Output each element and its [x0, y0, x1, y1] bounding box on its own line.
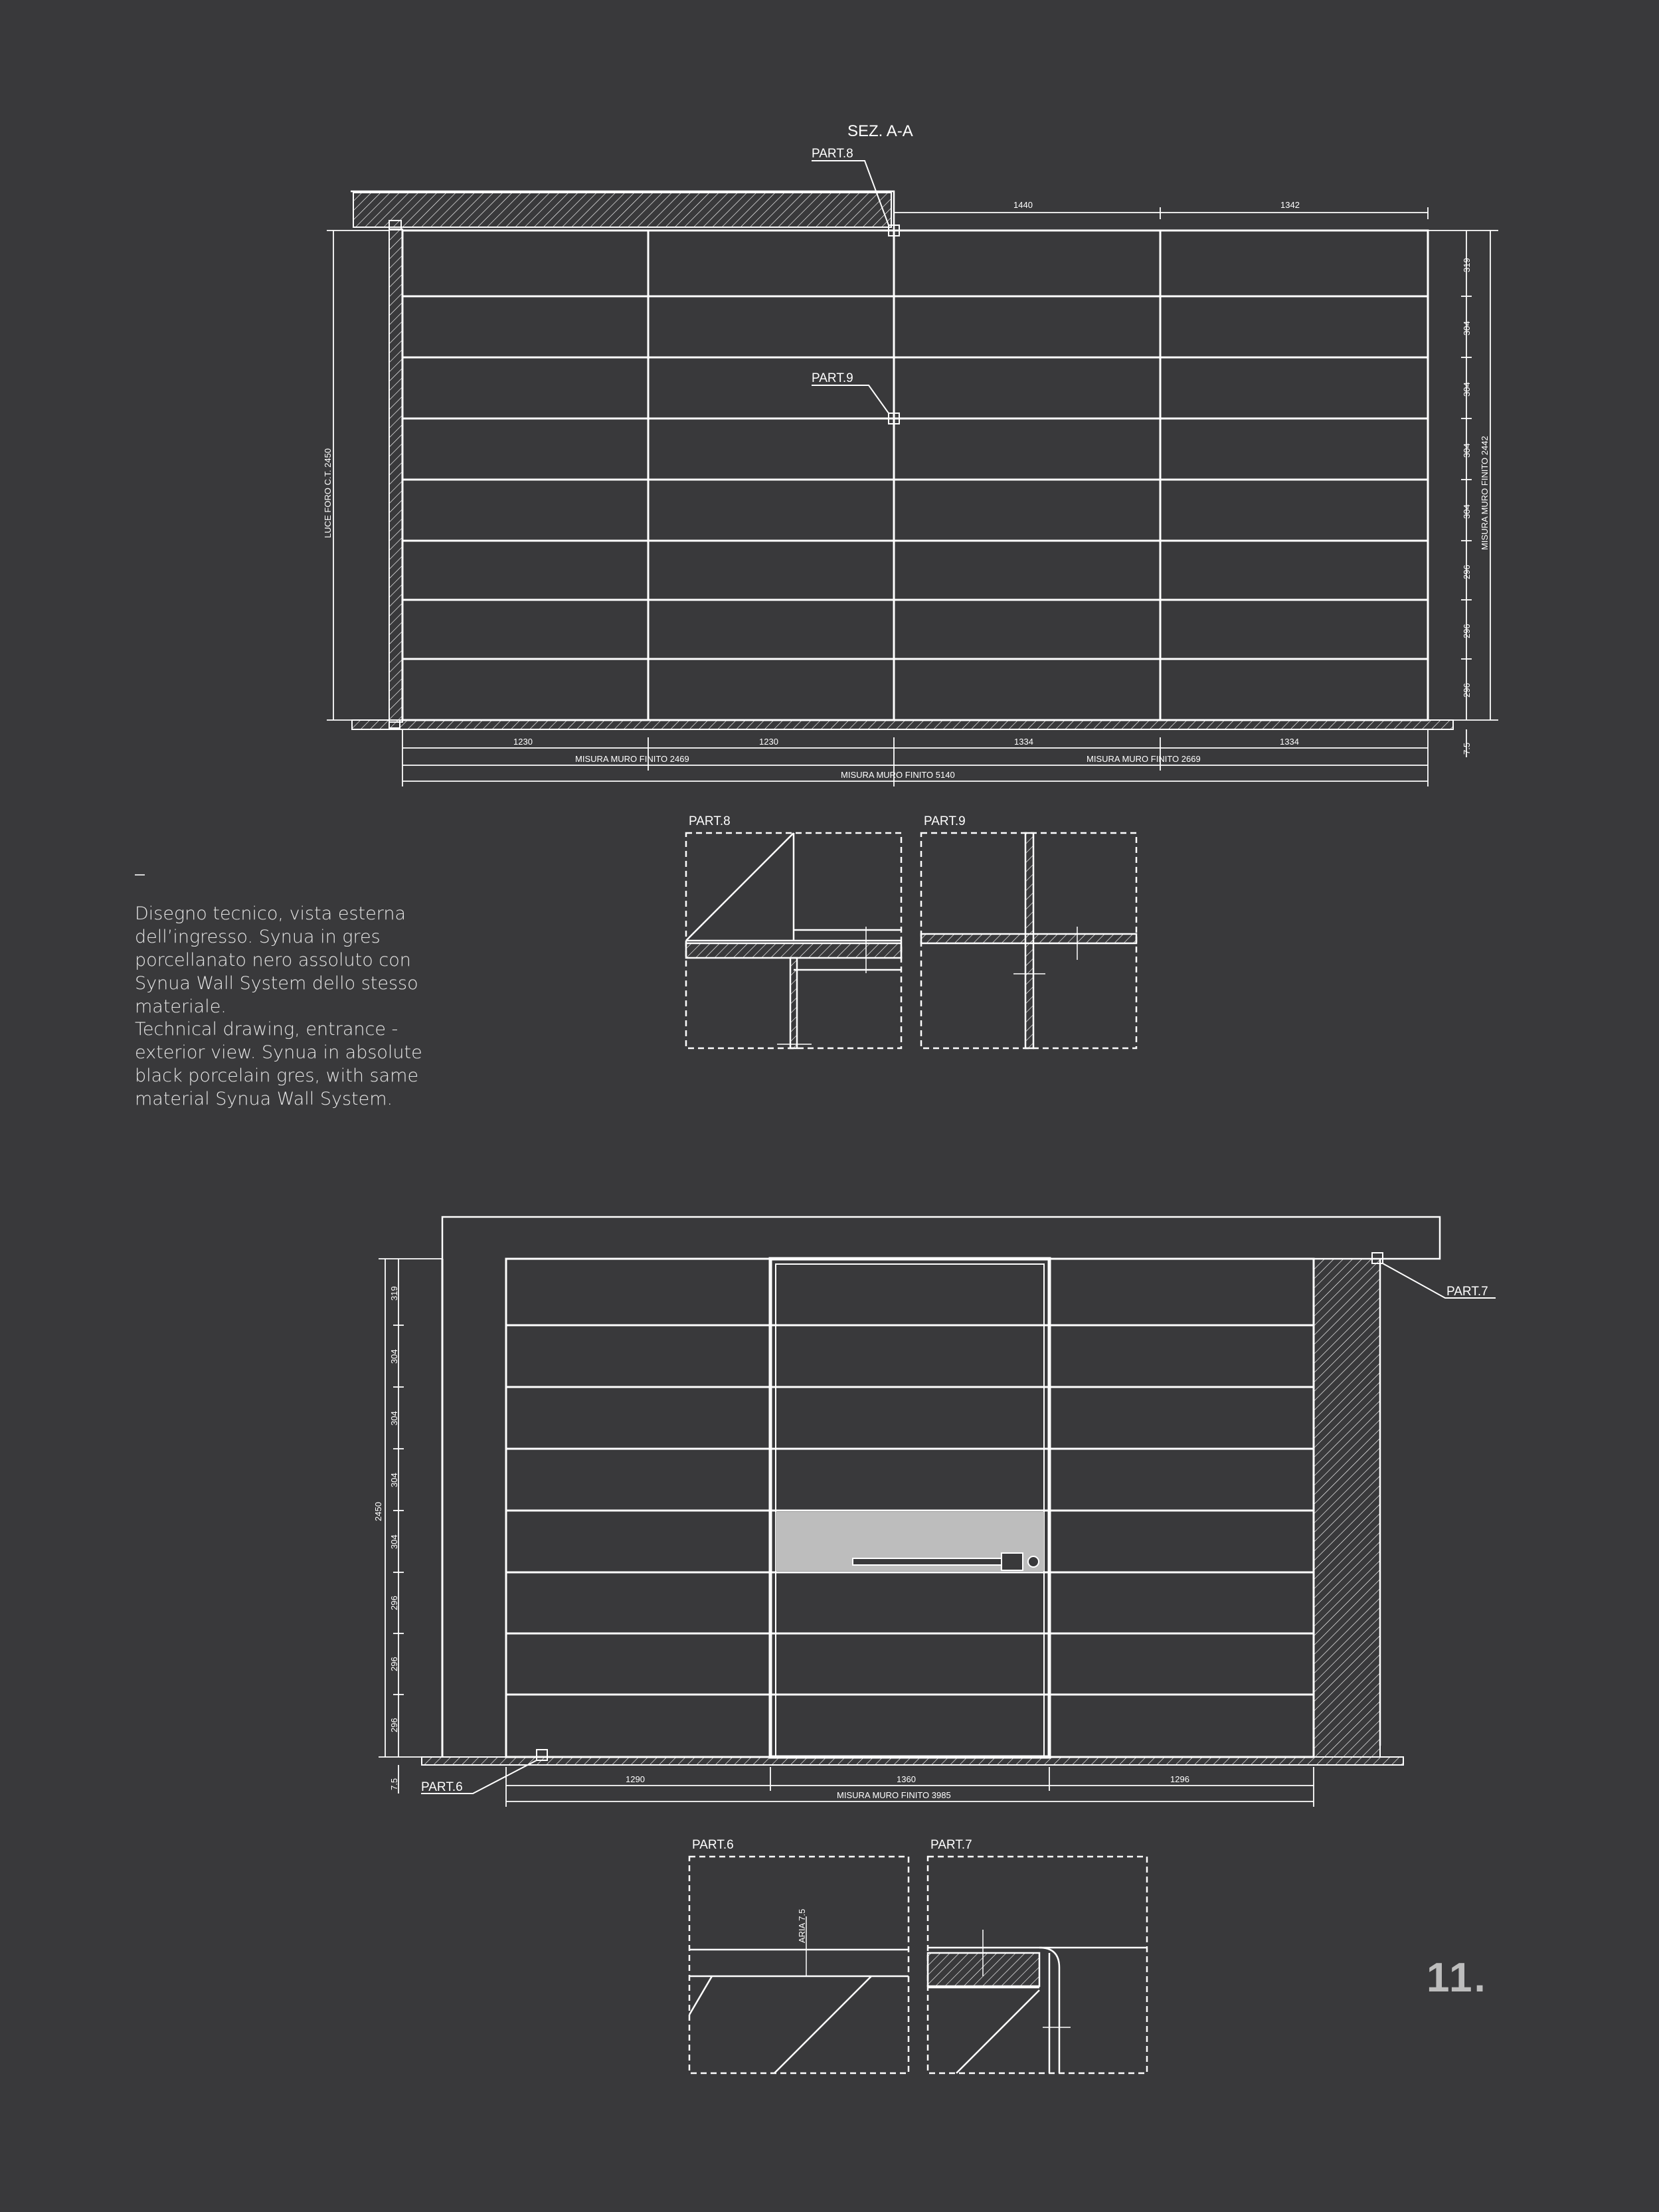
svg-text:304: 304 — [389, 1349, 399, 1364]
separator-dash: – — [135, 864, 145, 883]
svg-text:PART.6: PART.6 — [692, 1838, 734, 1852]
top-dimension-line — [894, 207, 1428, 219]
page-number: 11. — [1427, 1955, 1488, 2001]
svg-text:296: 296 — [389, 1718, 399, 1732]
bottom-dim-3: 1334 — [1014, 737, 1033, 747]
detail-part8 — [686, 814, 901, 1048]
canopy-outline — [442, 1217, 1440, 1259]
top-lintel-hatch — [353, 193, 891, 227]
right-wall-hatch — [1314, 1259, 1380, 1757]
left-total-dim: 2450 — [373, 1502, 383, 1521]
right-dim-4: 304 — [1462, 443, 1472, 458]
right-dim-6: 296 — [1462, 565, 1472, 579]
right-dim-1: 319 — [1462, 258, 1472, 272]
bottom-wall-total-dim: MISURA MURO FINITO 3985 — [837, 1790, 951, 1800]
wall-right-dim: MISURA MURO FINITO 2669 — [1087, 754, 1201, 764]
bottom-dim-1: 1230 — [513, 737, 533, 747]
bottom-dim-4: 1334 — [1280, 737, 1299, 747]
svg-text:PART.7: PART.7 — [930, 1838, 972, 1852]
right-dim-8: 296 — [1462, 683, 1472, 697]
svg-text:304: 304 — [389, 1473, 399, 1487]
top-section-drawing — [323, 122, 1498, 786]
part8-label: PART.8 — [812, 147, 853, 161]
detail-part7 — [928, 1838, 1147, 2073]
door-lock-icon — [1028, 1556, 1039, 1567]
bottom-elevation-drawing — [373, 1217, 1496, 1807]
bottom-dimension-chain — [506, 1767, 1314, 1807]
part6-label: PART.6 — [421, 1780, 463, 1794]
right-dim-5: 304 — [1462, 504, 1472, 519]
left-dimension — [327, 230, 389, 720]
svg-text:296: 296 — [389, 1596, 399, 1610]
svg-text:PART.9: PART.9 — [924, 814, 966, 828]
right-dim-3: 304 — [1462, 382, 1472, 397]
bottom-dim-1296: 1296 — [1170, 1774, 1189, 1784]
svg-text:7.5: 7.5 — [389, 1778, 399, 1790]
wall-total-dim: MISURA MURO FINITO 5140 — [841, 770, 955, 780]
right-dim-7: 296 — [1462, 624, 1472, 638]
top-dim-2: 1342 — [1280, 200, 1300, 210]
detail-part9 — [921, 814, 1136, 1048]
right-dim-2: 304 — [1462, 321, 1472, 335]
bottom-offset-dim: 7.5 — [1462, 742, 1472, 755]
wall-left-dim: MISURA MURO FINITO 2469 — [575, 754, 689, 764]
door-handle — [853, 1558, 1023, 1565]
bottom-horizontal-lines — [506, 1325, 1314, 1695]
part7-label: PART.7 — [1446, 1285, 1488, 1299]
left-dimension-chain — [379, 1259, 442, 1794]
top-vertical-lines — [648, 230, 1160, 720]
svg-text:319: 319 — [389, 1286, 399, 1301]
svg-text:304: 304 — [389, 1534, 399, 1549]
top-frame — [402, 230, 1428, 720]
door-frame — [770, 1259, 1049, 1757]
part9-label: PART.9 — [812, 371, 853, 385]
svg-text:PART.8: PART.8 — [689, 814, 731, 828]
floor-strip — [352, 720, 1453, 729]
detail-part6 — [689, 1838, 909, 2073]
description-italian: Disegno tecnico, vista esterna dell’ingresso. Synua in gres porcellanato nero assoluto con Synua Wall System dello stesso materiale. — [135, 903, 418, 1017]
right-total-dim: MISURA MURO FINITO 2442 — [1480, 436, 1490, 550]
bottom-frame — [506, 1259, 1314, 1757]
svg-text:304: 304 — [389, 1411, 399, 1426]
top-horizontal-lines — [402, 296, 1428, 659]
left-wall-hatch — [389, 229, 402, 722]
aria-label: ARIA 7.5 — [797, 1908, 807, 1943]
left-dim: LUCE FORO C.T. 2450 — [323, 448, 333, 538]
bottom-dim-1360: 1360 — [897, 1774, 916, 1784]
svg-text:296: 296 — [389, 1657, 399, 1671]
description-english: Technical drawing, entrance - exterior view. Synua in absolute black porcelain gres, with same material Synua Wall System. — [135, 1019, 422, 1109]
bottom-dim-2: 1230 — [759, 737, 778, 747]
bottom-dim-1290: 1290 — [626, 1774, 645, 1784]
top-dim-1: 1440 — [1013, 200, 1033, 210]
section-title: SEZ. A-A — [847, 122, 913, 140]
